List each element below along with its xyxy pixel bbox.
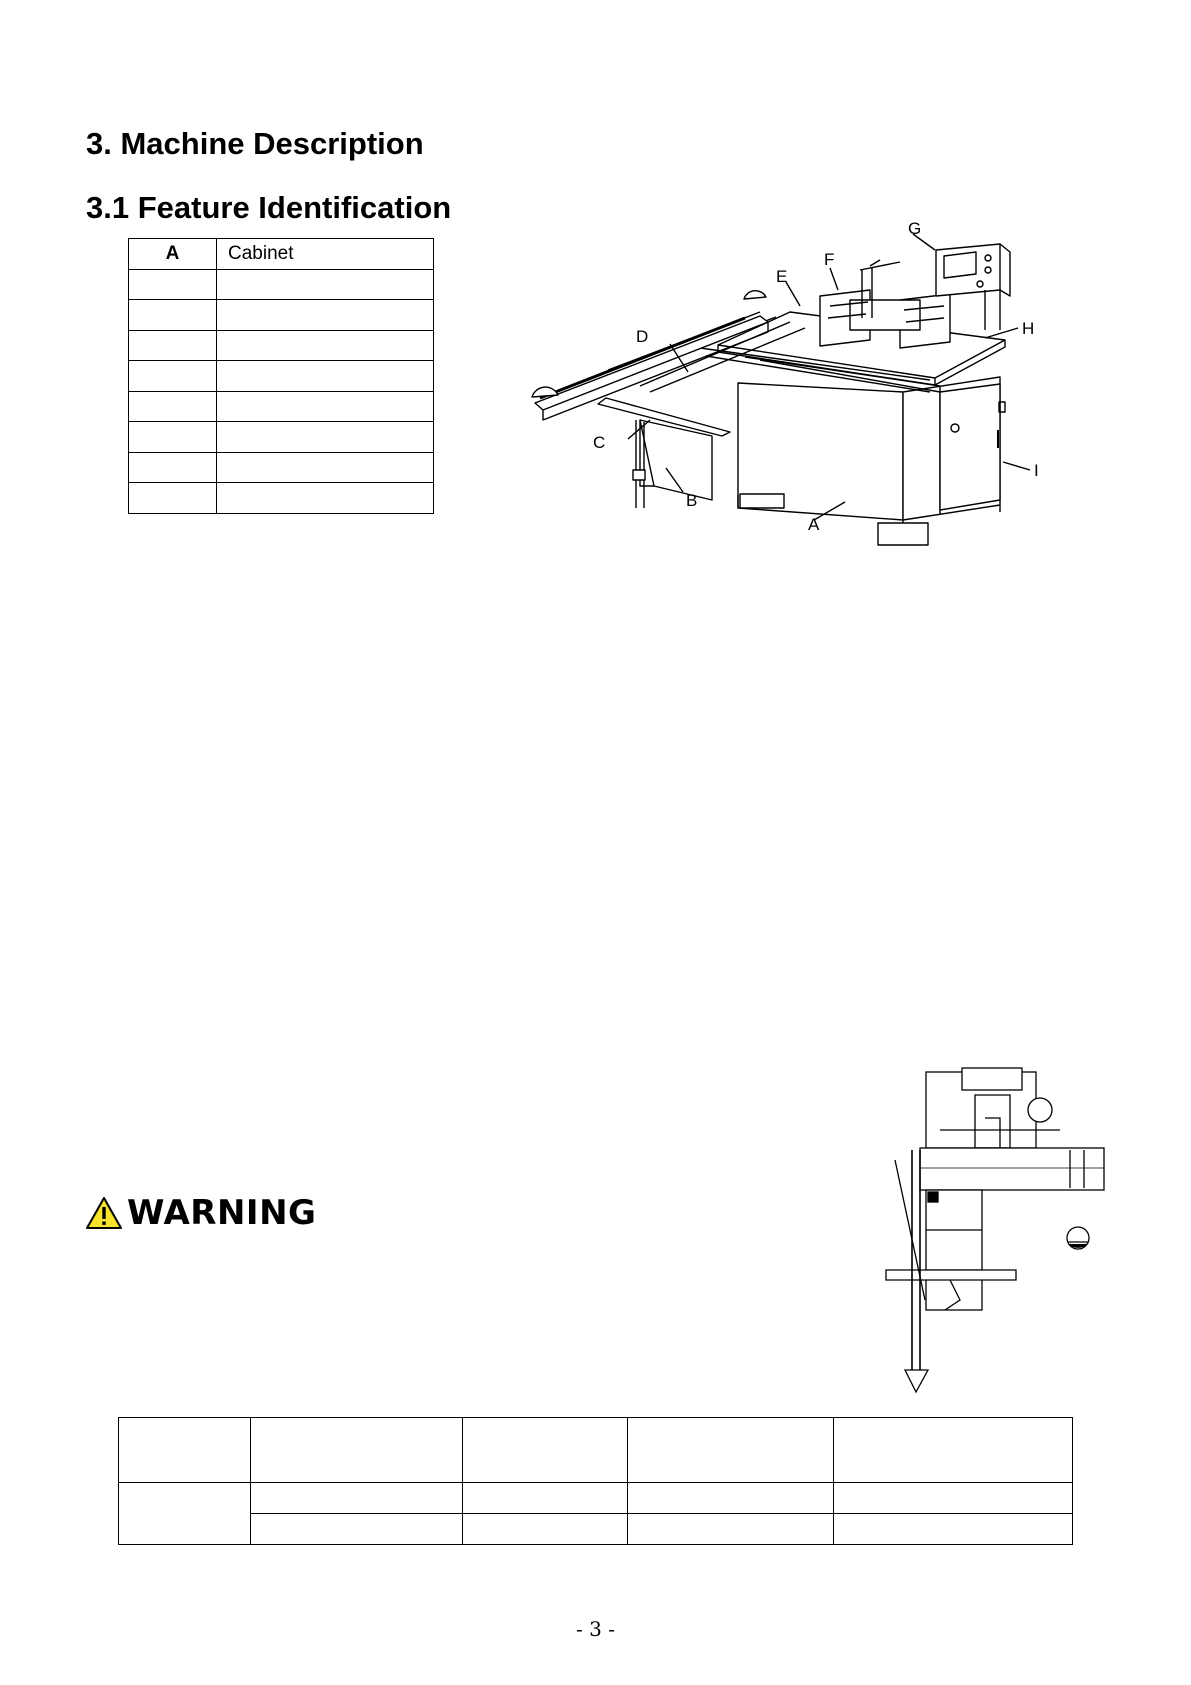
feature-name xyxy=(217,300,434,331)
table-row xyxy=(129,300,434,331)
feature-letter xyxy=(129,330,217,361)
warning-text: WARNING xyxy=(127,1193,317,1233)
page-number: - 3 - xyxy=(576,1617,615,1641)
table-row xyxy=(129,330,434,361)
warning-banner xyxy=(85,1193,316,1233)
table-row xyxy=(129,391,434,422)
subsection-title: 3.1 Feature Identification xyxy=(86,190,452,225)
table-cell xyxy=(119,1483,251,1545)
table-row xyxy=(129,361,434,392)
section-title: 3. Machine Description xyxy=(86,126,424,161)
feature-name xyxy=(217,330,434,361)
table-cell xyxy=(250,1483,462,1514)
feature-name xyxy=(217,452,434,483)
callout-label: D xyxy=(636,327,649,346)
callout-label: E xyxy=(776,267,788,286)
table-row xyxy=(119,1514,1073,1545)
table-cell xyxy=(834,1483,1073,1514)
feature-name: Cabinet xyxy=(217,239,434,270)
table-row xyxy=(129,422,434,453)
callout-label: I xyxy=(1034,461,1039,480)
table-row xyxy=(129,452,434,483)
table-cell xyxy=(834,1514,1073,1545)
callout-label: C xyxy=(593,433,606,452)
table-cell xyxy=(628,1514,834,1545)
table-cell xyxy=(834,1418,1073,1483)
table-row xyxy=(129,269,434,300)
feature-letter: A xyxy=(129,239,217,270)
table-row xyxy=(119,1418,1073,1483)
warning-triangle-icon xyxy=(85,1196,123,1230)
machine-top-view xyxy=(876,1063,1106,1395)
callout-label: B xyxy=(686,491,698,510)
feature-letter xyxy=(129,422,217,453)
table-row xyxy=(119,1483,1073,1514)
feature-letter xyxy=(129,452,217,483)
feature-name xyxy=(217,422,434,453)
table-cell xyxy=(462,1418,628,1483)
table-cell xyxy=(628,1483,834,1514)
table-row xyxy=(129,483,434,514)
feature-table xyxy=(128,238,434,514)
table-cell xyxy=(462,1483,628,1514)
feature-name xyxy=(217,483,434,514)
table-cell xyxy=(250,1514,462,1545)
table-cell xyxy=(462,1514,628,1545)
feature-name xyxy=(217,391,434,422)
machine-diagram xyxy=(518,215,1073,560)
callout-label: G xyxy=(908,219,922,238)
table-cell xyxy=(250,1418,462,1483)
feature-letter xyxy=(129,269,217,300)
feature-letter xyxy=(129,300,217,331)
feature-letter xyxy=(129,361,217,392)
callout-label: A xyxy=(808,515,820,534)
feature-name xyxy=(217,269,434,300)
fence-rail xyxy=(535,316,768,410)
feature-letter xyxy=(129,483,217,514)
table-cell xyxy=(628,1418,834,1483)
table-row xyxy=(129,239,434,270)
spec-table xyxy=(118,1417,1073,1545)
feature-letter xyxy=(129,391,217,422)
table-cell xyxy=(119,1418,251,1483)
feature-name xyxy=(217,361,434,392)
callout-label: H xyxy=(1022,319,1035,338)
callout-label: F xyxy=(824,250,835,269)
